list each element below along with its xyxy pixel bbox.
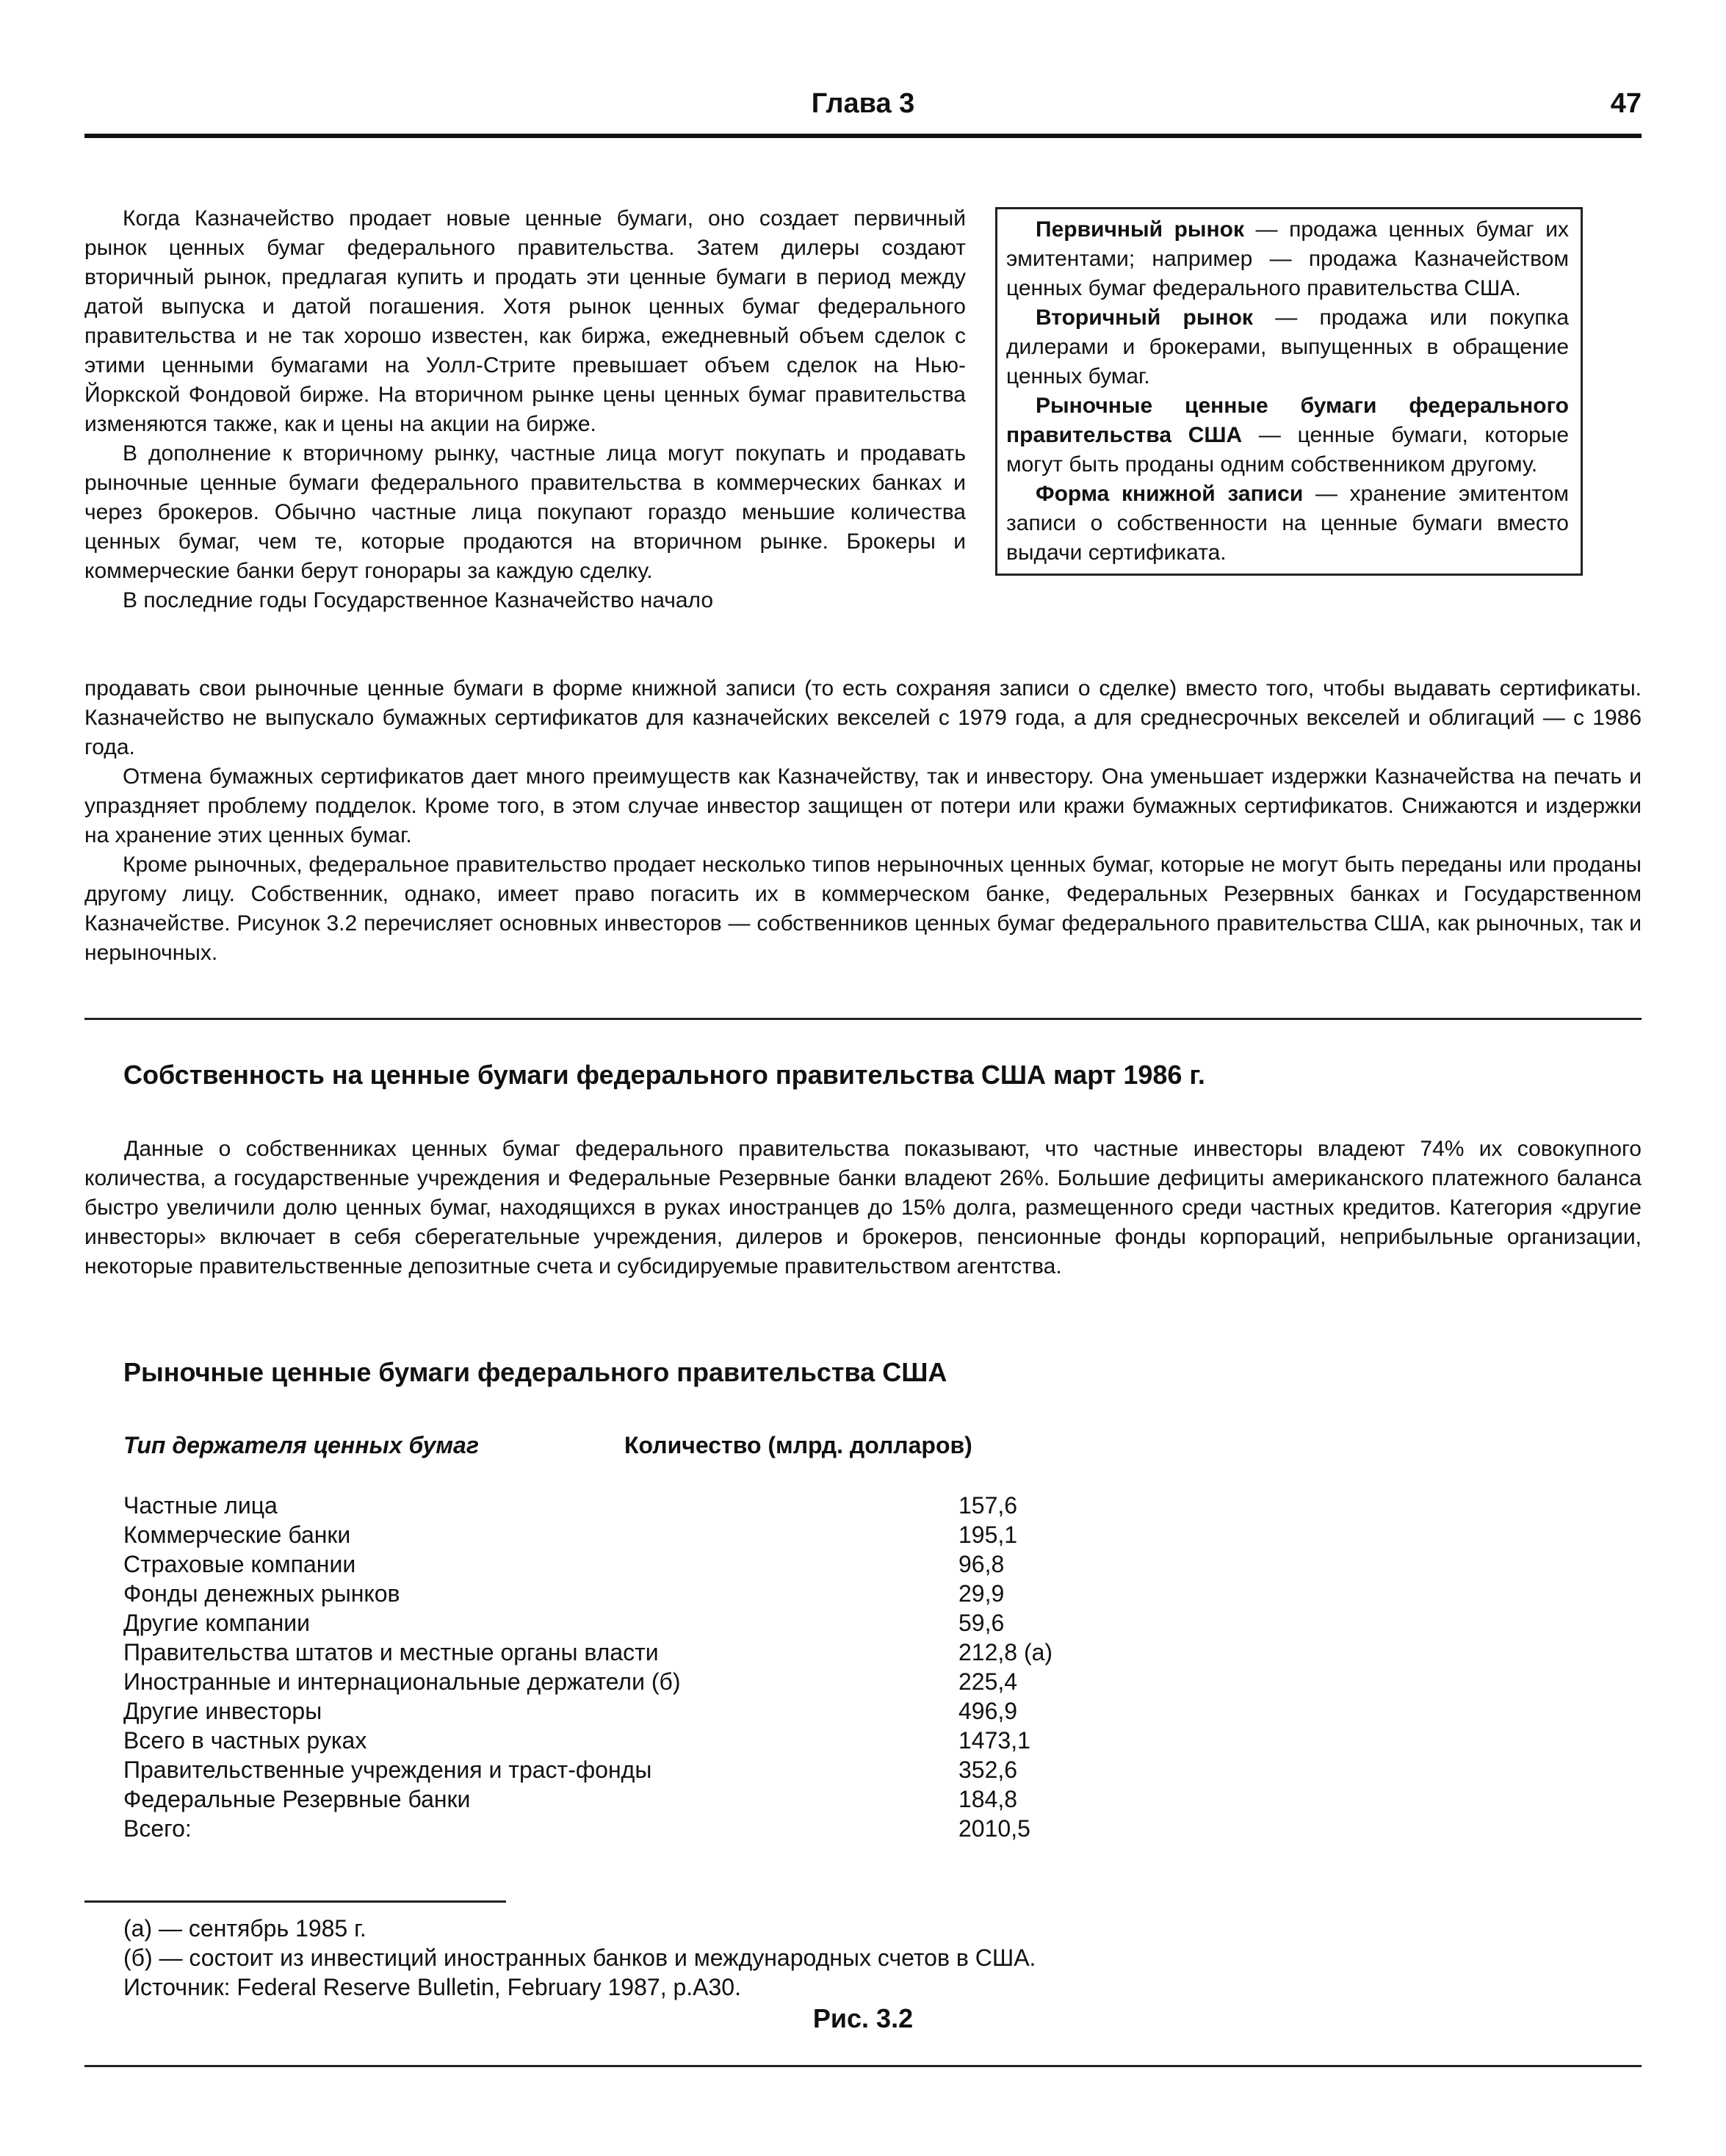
column-header-holder: Тип держателя ценных бумаг [123, 1432, 479, 1458]
holder-cell: Другие инвесторы [123, 1698, 322, 1724]
table-row [123, 1491, 1152, 1520]
table-row [123, 1784, 1152, 1814]
holder-cell: Коммерческие банки [123, 1522, 351, 1548]
glossary-box [995, 207, 1583, 576]
footnote-source: Источник: Federal Reserve Bulletin, February 1987, p.A30. [123, 1974, 741, 2000]
holdings-table [123, 1491, 1152, 1843]
section-body [84, 1135, 1642, 1281]
holder-cell: Частные лица [123, 1492, 278, 1519]
table-row [123, 1726, 1152, 1755]
glossary-term: Форма книжной записи [1036, 482, 1304, 506]
footnote-a: (а) — сентябрь 1985 г. [123, 1915, 366, 1942]
paragraph: Данные о собственниках ценных бумаг федерального правительства показывают, что частные инвесторы владеют 74% их совокупного количества, а государственные учреждения и Федеральные Резервные банки владеют 26%. Большие дефициты американского платежного баланса быстро увеличили долю ценных бумаг, находящихся в руках иностранцев до 15% долга, размещенного среди частных кредитов. Категория «другие инвесторы» включает в себя сберегательные учреждения, дилеров и брокеров, пенсионные фонды корпораций, неприбыльные организации, некоторые правительственные депозитные счета и субсидируемые правительством агентства. [84, 1137, 1642, 1278]
glossary-term: Первичный рынок [1036, 217, 1244, 242]
glossary-definition: — ценные бумаги, которые могут быть проданы одним собственником другому. [1006, 423, 1570, 477]
glossary-entry [1006, 215, 1569, 303]
table-row [123, 1696, 1152, 1726]
table-row [123, 1814, 1152, 1843]
column-header-amount: Количество (млрд. долларов) [624, 1432, 972, 1458]
full-width-text [84, 674, 1642, 968]
glossary-term: Рыночные ценные бумаги федерального правительства США [1006, 394, 1569, 447]
amount-cell: 59,6 [958, 1610, 1005, 1636]
paragraph: продавать свои рыночные ценные бумаги в форме книжной записи (то есть сохраняя записи о сделке) вместо того, чтобы выдавать сертификаты. Казначейство не выпускало бумажных сертификатов для казначейских векселей с 1979 года, а для среднесрочных векселей и облигаций — с 1986 года. [84, 676, 1642, 759]
glossary-entry [1006, 303, 1569, 391]
table-row [123, 1667, 1152, 1696]
holder-cell: Всего в частных руках [123, 1727, 367, 1754]
holder-cell: Правительственные учреждения и траст-фонды [123, 1757, 652, 1783]
header-rule [84, 134, 1642, 138]
page-header [84, 82, 1642, 126]
table-row [123, 1579, 1152, 1608]
section-divider [84, 1018, 1642, 1020]
paragraph: Отмена бумажных сертификатов дает много преимуществ как Казначейству, так и инвестору. Она уменьшает издержки Казначейства на печать и упраздняет проблему подделок. Кроме того, в этом случае инвестор защищен от потери или кражи бумажных сертификатов. Снижаются и издержки на хранение этих ценных бумаг. [84, 764, 1642, 847]
table-row [123, 1608, 1152, 1638]
holder-cell: Федеральные Резервные банки [123, 1786, 471, 1812]
table-row [123, 1755, 1152, 1784]
glossary-entry [1006, 480, 1569, 568]
amount-cell: 29,9 [958, 1580, 1005, 1607]
holder-cell: Всего: [123, 1815, 192, 1842]
paragraph: В дополнение к вторичному рынку, частные лица могут покупать и продавать рыночные ценные бумаги федерального правительства в коммерческих банках и через брокеров. Обычно частные лица покупают гораздо меньшие количества ценных бумаг, чем те, которые продаются на вторичном рынке. Брокеры и коммерческие банки берут гонорары за каждую сделку. [84, 441, 966, 583]
amount-cell: 2010,5 [958, 1815, 1030, 1842]
bottom-rule [84, 2065, 1642, 2067]
footnote-rule [84, 1900, 506, 1903]
paragraph: Когда Казначейство продает новые ценные бумаги, оно создает первичный рынок ценных бумаг федерального правительства. Затем дилеры создают вторичный рынок, предлагая купить и продать эти ценные бумаги в период между датой выпуска и датой погашения. Хотя рынок ценных бумаг федерального правительства и не так хорошо известен, как биржа, ежедневный объем сделок с этими ценными бумагами на Уолл-Стрите превышает объем сделок на Нью-Йоркской Фондовой бирже. На вторичном рынке цены ценных бумаг правительства изменяются также, как и цены на акции на бирже. [84, 206, 966, 436]
amount-cell: 212,8 (а) [958, 1639, 1053, 1665]
amount-cell: 96,8 [958, 1551, 1005, 1577]
glossary-term: Вторичный рынок [1036, 305, 1253, 330]
holder-cell: Правительства штатов и местные органы власти [123, 1639, 659, 1665]
glossary-entry [1006, 391, 1569, 480]
section-title: Собственность на ценные бумаги федерального правительства США март 1986 г. [123, 1060, 1205, 1090]
holder-cell: Иностранные и интернациональные держатели (б) [123, 1668, 681, 1695]
page-number: 47 [1610, 88, 1642, 119]
chapter-title: Глава 3 [811, 88, 915, 119]
glossary-definition: — хранение эмитентом записи о собственности на ценные бумаги вместо выдачи сертификата. [1006, 482, 1570, 565]
paragraph: В последние годы Государственное Казначейство начало [123, 588, 714, 612]
paragraph: Кроме рыночных, федеральное правительство продает несколько типов нерыночных ценных бумаг, которые не могут быть переданы или проданы другому лицу. Собственник, однако, имеет право погасить их в коммерческом банке, Федеральных Резервных банках и Государственном Казначействе. Рисунок 3.2 перечисляет основных инвесторов — собственников ценных бумаг федерального правительства США, как рыночных, так и нерыночных. [84, 853, 1642, 965]
amount-cell: 157,6 [958, 1492, 1018, 1519]
table-row [123, 1638, 1152, 1667]
footnote-b: (б) — состоит из инвестиций иностранных банков и международных счетов в США. [123, 1945, 1036, 1971]
left-column [84, 204, 966, 615]
table-title: Рыночные ценные бумаги федерального правительства США [123, 1357, 947, 1387]
amount-cell: 1473,1 [958, 1727, 1030, 1754]
glossary-definition: — продажа или покупка дилерами и брокерами, выпущенных в обращение ценных бумаг. [1006, 305, 1570, 388]
amount-cell: 184,8 [958, 1786, 1018, 1812]
holder-cell: Страховые компании [123, 1551, 356, 1577]
table-row [123, 1549, 1152, 1579]
figure-caption: Рис. 3.2 [812, 2003, 914, 2033]
amount-cell: 225,4 [958, 1668, 1018, 1695]
amount-cell: 352,6 [958, 1757, 1018, 1783]
holder-cell: Фонды денежных рынков [123, 1580, 400, 1607]
glossary-definition: — продажа ценных бумаг их эмитентами; например — продажа Казначейством ценных бумаг федерального правительства США. [1006, 217, 1569, 300]
amount-cell: 496,9 [958, 1698, 1018, 1724]
amount-cell: 195,1 [958, 1522, 1018, 1548]
holder-cell: Другие компании [123, 1610, 311, 1636]
table-row [123, 1520, 1152, 1549]
